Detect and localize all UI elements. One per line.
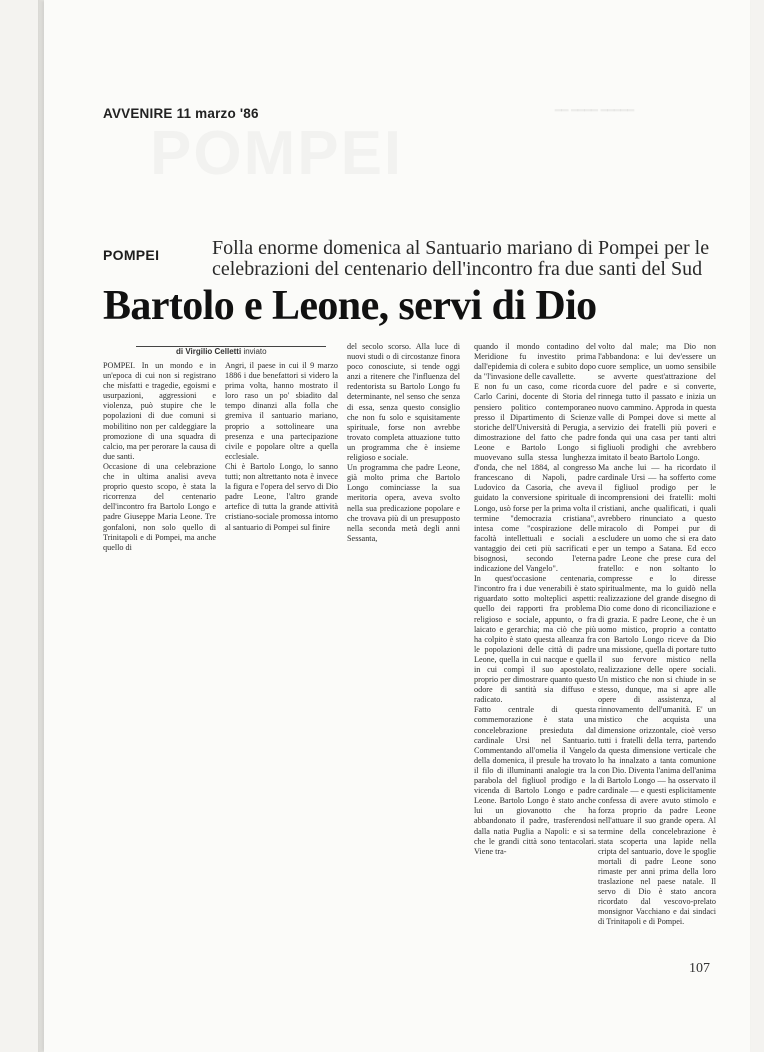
- newspaper-dateline: AVVENIRE 11 marzo '86: [103, 106, 259, 121]
- page-number: 107: [689, 961, 710, 976]
- article-subheadline: Folla enorme domenica al Santuario mariano di Pompei per le celebrazioni del centenario dell'incontro fra due santi del Sud: [212, 237, 710, 280]
- byline-role: inviato: [243, 347, 267, 356]
- article-column-2: Angri, il paese in cui il 9 marzo 1886 i due benefattori si videro la prima volta, hanno mostrato il loro raso un po' sbiadito dal tempo dinanzi alla folla che gremiva il santuario mariano, proprio a sottolineare una presenza e una partecipazione civile e popolare oltre a quella ecclesiale. Chi è Bartolo Longo, lo sanno tutti; non altrettanto nota è invece la figura e l'opera del servo di Dio padre Leone, l'altro grande artefice di tutta la grande attività cristiano-sociale promossa intorno al santuario di Pompei sul finire: [225, 361, 338, 532]
- article-column-1: POMPEI. In un mondo e in un'epoca di cui non si registrano che misfatti e tragedie, egoismi e usurpazioni, aggressioni e violenza, può stupire che le popolazioni di due comuni si mobilitino non per caldeggiare la promozione di una squadra di calcio, ma per perorare la causa di due santi. Occasione di una celebrazione che in ultima analisi aveva proprio questo scopo, è stata la ricorrenza del centenario dell'incontro fra Bartolo Longo e padre Giuseppe Maria Leone. Tre gonfaloni, non solo quello di Trinitapoli e di Pompei, ma anche quello di: [103, 361, 216, 552]
- byline: [176, 347, 267, 356]
- section-label: POMPEI: [103, 247, 160, 263]
- article-column-4: quando il mondo contadino del Meridione fu investito prima dall'epidemia di colera e subito dopo da "l'invasione delle cavallette. E non fu un caso, come ricorda Carlo Carini, docente di Storia del pensiero politico contemporaneo presso il Dipartimento di Scienze storiche dell'Università di Perugia, a dimostrazione del fatto che padre Leone e Bartolo Longo si muovevano sulla stessa lunghezza d'onda, che nel 1884, al congresso francescano di Napoli, padre Ludovico da Casoria, che aveva guidato la conversione spirituale di Longo, usò forse per la prima volta il termine "democrazia cristiana", intesa come "cospirazione delle facoltà intellettuali e sociali a vantaggio dei ceti più sacrificati e bisognosi, secondo l'eterna indicazione del Vangelo". In quest'occasione centenaria, l'incontro fra i due venerabili è stato riguardato sotto molteplici aspetti: quello dei rapporti fra problema religioso e sociale, appunto, o fra laicato e gerarchia; ma ciò che più ha colpito è stato questa alleanza fra le popolazioni delle città di padre Leone, quella in cui nacque e quella in cui compì il suo apostolato, proprio per dimostrare quanto questo odore di santità sia diffuso e radicato. Fatto centrale di questa commemorazione è stata una concelebrazione presieduta dal cardinale Ursi nel Santuario. Commentando all'omelia il Vangelo della domenica, il presule ha trovato il filo di illuminanti analogie tra la parabola del figliuol prodigo e la vicenda di Bartolo Longo e padre Leone. Bartolo Longo è stato anche lui un giovanotto che ha abbandonato il padre, trasferendosi dalla natia Puglia a Napoli: e si sa che le grandi città sono tentacolari. Viene tra-: [474, 342, 596, 856]
- bleed-through-text-small: ━━ ━━━━ ━━━━━: [555, 105, 634, 117]
- article-column-3: del secolo scorso. Alla luce di nuovi studi o di circostanze finora poco conosciute, si tende oggi anzi a ritenere che l'influenza del redentorista su Bartolo Longo fu determinante, nel senso che senza di essa, senza questo consiglio che non fu solo e squisitamente spirituale, forse non avrebbe trovato completa attuazione tutto un programma che è insieme religioso e sociale. Un programma che padre Leone, già molto prima che Bartolo Longo cominciasse la sua meritoria opera, aveva svolto nella sua predicazione popolare e che trovava più di un presupposto nella seconda metà degli anni Sessanta,: [347, 342, 460, 543]
- article-headline: Bartolo e Leone, servi di Dio: [103, 283, 597, 329]
- byline-author: di Virgilio Celletti: [176, 347, 242, 356]
- bleed-through-text: [150, 118, 403, 189]
- article-column-5: volto dal male; ma Dio non l'abbandona: e lui dev'essere un cuore semplice, un uomo sensibile se avverte quest'attrazione del cuore del padre e si converte, rinnega tutto il passato e inizia un nuovo cammino. Approda in questa valle di Pompei dove si mette al servizio dei fratelli più poveri e fonda qui una casa per tanti altri figliuoli prodighi che avrebbero imitato il beato Bartolo Longo. Ma anche lui — ha ricordato il cardinale Ursi — ha sofferto come il figliuol prodigo per le incomprensioni dei fratelli: molti cristiani, anche qualificati, i quali avrebbero rinunciato a questo miracolo di Pompei pur di escludere un uomo che si era dato per un tempo a Satana. Ed ecco padre Leone che prese cura del fratello: e non soltanto lo compresse e lo diresse spiritualmente, ma lo guidò nella realizzazione del grande disegno di Dio come dono di riconciliazione e di grazia. E padre Leone, che è un uomo mistico, proprio a contatto con Bartolo Longo riceve da Dio una missione, quella di portare tutto il suo fervore mistico nella realizzazione delle opere sociali. Un mistico che non si chiude in se stesso, dunque, ma si apre alle opere di assistenza, al rinnovamento dell'umanità. E' un mistico che acquista una dimensione orizzontale, cioè verso tutti i fratelli della terra, partendo da questa dimensione verticale che lo ha innalzato a tanta comunione con Dio. Diventa l'anima dell'anima di Bartolo Longo — ha osservato il cardinale — e questi esplicitamente confessa di avere avuto stimolo e forza proprio da padre Leone nell'attuare il suo grande opera. Al termine della concelebrazione è stata scoperta una lapide nella cripta del santuario, dove le spoglie mortali di padre Leone sono rimaste per anni prima della loro traslazione nel paese natale. Il servo di Dio è stato ancora ricordato dal vescovo-prelato monsignor Vacchiano e dai sindaci di Trinitapoli e di Pompei.: [598, 342, 716, 927]
